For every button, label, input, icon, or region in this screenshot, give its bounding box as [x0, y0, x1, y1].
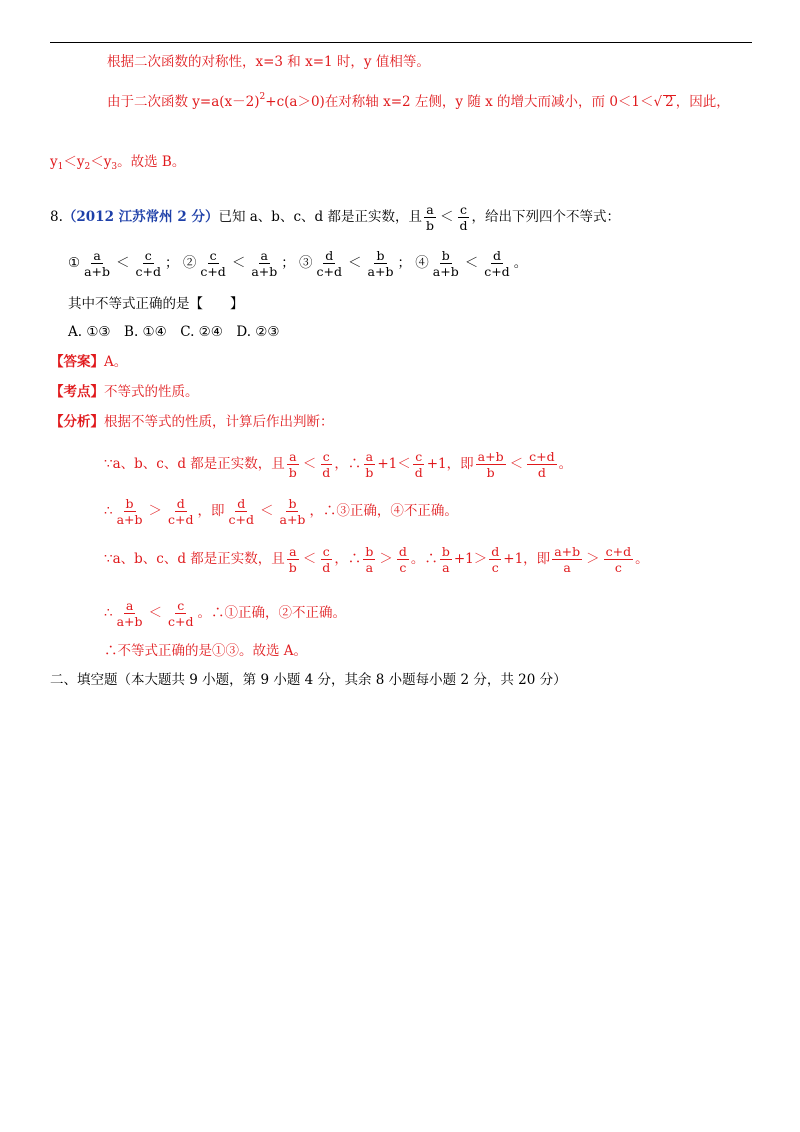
analysis-step-3: ∵a、b、c、d 都是正实数，且 $\frac{a}{b}$ ＜ $\frac{c}{d}$ ，∴ $\frac{b}{a}$ ＞ $\frac{d}{c}$ 。∴ $\frac{b}{a}$ +1＞ $\frac{d}{c}$ +1，即 $\frac{a+b}{a}$ ＞ $\frac{c+d}{c}$ 。 [104, 544, 649, 576]
inequality-4: ④ $\frac{b}{a+b}$ ＜ $\frac{d}{c+d}$ 。 [415, 248, 528, 280]
fraction: $\frac{d}{c}$ [398, 544, 407, 576]
fraction: $\frac{c}{c+d}$ [200, 248, 226, 280]
topic-label: 【考点】 [50, 384, 104, 400]
fraction: $\frac{b}{a}$ [365, 544, 374, 576]
fraction: $\frac{a}{b}$ [288, 544, 297, 576]
fraction: $\frac{a}{b}$ [365, 449, 374, 481]
question-prompt: 其中不等式正确的是【 】 [68, 296, 244, 312]
analysis-label: 【分析】 [50, 414, 104, 430]
inequality-list [68, 249, 527, 278]
inequality-3: ③ $\frac{d}{c+d}$ ＜ $\frac{b}{a+b}$ ； [299, 248, 411, 280]
question-stem: 8.（2012 江苏常州 2 分）已知 a、b、c、d 都是正实数，且 $\frac{a}{b}$ ＜ $\frac{c}{d}$ ，给出下列四个不等式： [50, 202, 620, 234]
fraction: $\frac{b}{a+b}$ [116, 496, 143, 528]
fraction: $\frac{c}{d}$ [414, 449, 423, 481]
analysis-text: 根据不等式的性质，计算后作出判断： [104, 414, 334, 430]
fraction: $\frac{c}{c+d}$ [168, 598, 194, 630]
fraction: $\frac{c}{d}$ [459, 202, 468, 234]
fraction: $\frac{a+b}{a}$ [554, 544, 581, 576]
fraction: $\frac{a+b}{b}$ [477, 449, 504, 481]
topic-row [50, 386, 199, 400]
analysis-step-1: ∵a、b、c、d 都是正实数，且 $\frac{a}{b}$ ＜ $\frac{c}{d}$ ，∴ $\frac{a}{b}$ +1＜ $\frac{c}{d}$ +1，即 $\frac{a+b}{b}$ ＜ $\frac{c+d}{d}$ 。 [104, 449, 573, 481]
analysis-conclusion: ∴不等式正确的是①③。故选 A。 [104, 643, 308, 659]
analysis-step-4: ∴ $\frac{a}{a+b}$ ＜ $\frac{c}{c+d}$ 。∴①正确，②不正确。 [104, 598, 347, 630]
fraction: $\frac{b}{a+b}$ [367, 248, 394, 280]
fraction: $\frac{a}{a+b}$ [251, 248, 278, 280]
fraction: $\frac{c+d}{c}$ [605, 544, 632, 576]
fraction: $\frac{d}{c+d}$ [484, 248, 510, 280]
fraction: $\frac{d}{c+d}$ [316, 248, 343, 280]
fraction: $\frac{a}{b}$ [425, 202, 434, 234]
fraction: $\frac{a}{b}$ [288, 449, 297, 481]
fraction: $\frac{b}{a}$ [441, 544, 450, 576]
analysis-step-2: ∴ $\frac{b}{a+b}$ ＞ $\frac{d}{c+d}$ ，即 $\frac{d}{c+d}$ ＜ $\frac{b}{a+b}$ ，∴③正确，④不正确。 [104, 496, 458, 528]
answer-row [50, 356, 127, 370]
prev-solution-line-2: 由于二次函数 $y=a(x-2)^2+c(a>0)$在对称轴 x=2 左侧，y 随 x 的增大而减小，而 0＜1＜√ 2 ，因此， [107, 92, 730, 110]
fraction: $\frac{c+d}{d}$ [529, 449, 555, 481]
fraction: $\frac{b}{a+b}$ [432, 248, 459, 280]
prev-solution-line-1: 根据二次函数的对称性，x=3 和 x=1 时，y 值相等。 [107, 54, 430, 70]
fraction: $\frac{d}{c}$ [491, 544, 500, 576]
topic-text: 不等式的性质。 [104, 384, 199, 400]
prev-solution-line-3: $y_1<y_2<y_3$。故选 B。 [50, 154, 186, 172]
header-rule [50, 42, 752, 43]
answer-options: A. ①③ B. ①④ C. ②④ D. ②③ [68, 324, 280, 340]
fraction: $\frac{c}{c+d}$ [135, 248, 162, 280]
fraction: $\frac{d}{c+d}$ [168, 496, 194, 528]
fraction: $\frac{d}{c+d}$ [228, 496, 254, 528]
section-title: 二、填空题（本大题共 9 小题，第 9 小题 4 分，其余 8 小题每小题 2 分，共 20 分） [50, 672, 567, 688]
analysis-row [50, 416, 334, 430]
fraction: $\frac{c}{d}$ [322, 449, 331, 481]
answer-label: 【答案】 [50, 354, 104, 370]
fraction: $\frac{c}{d}$ [322, 544, 331, 576]
fraction: $\frac{a}{a+b}$ [116, 598, 143, 630]
fraction: $\frac{a}{a+b}$ [84, 248, 111, 280]
inequality-1: ① $\frac{a}{a+b}$ ＜ $\frac{c}{c+d}$ ； [68, 248, 179, 280]
sqrt-symbol: √ [653, 94, 663, 110]
inequality-2: ② $\frac{c}{c+d}$ ＜ $\frac{a}{a+b}$ ； [182, 248, 295, 280]
answer-text: A。 [104, 354, 128, 370]
fraction: $\frac{b}{a+b}$ [279, 496, 306, 528]
